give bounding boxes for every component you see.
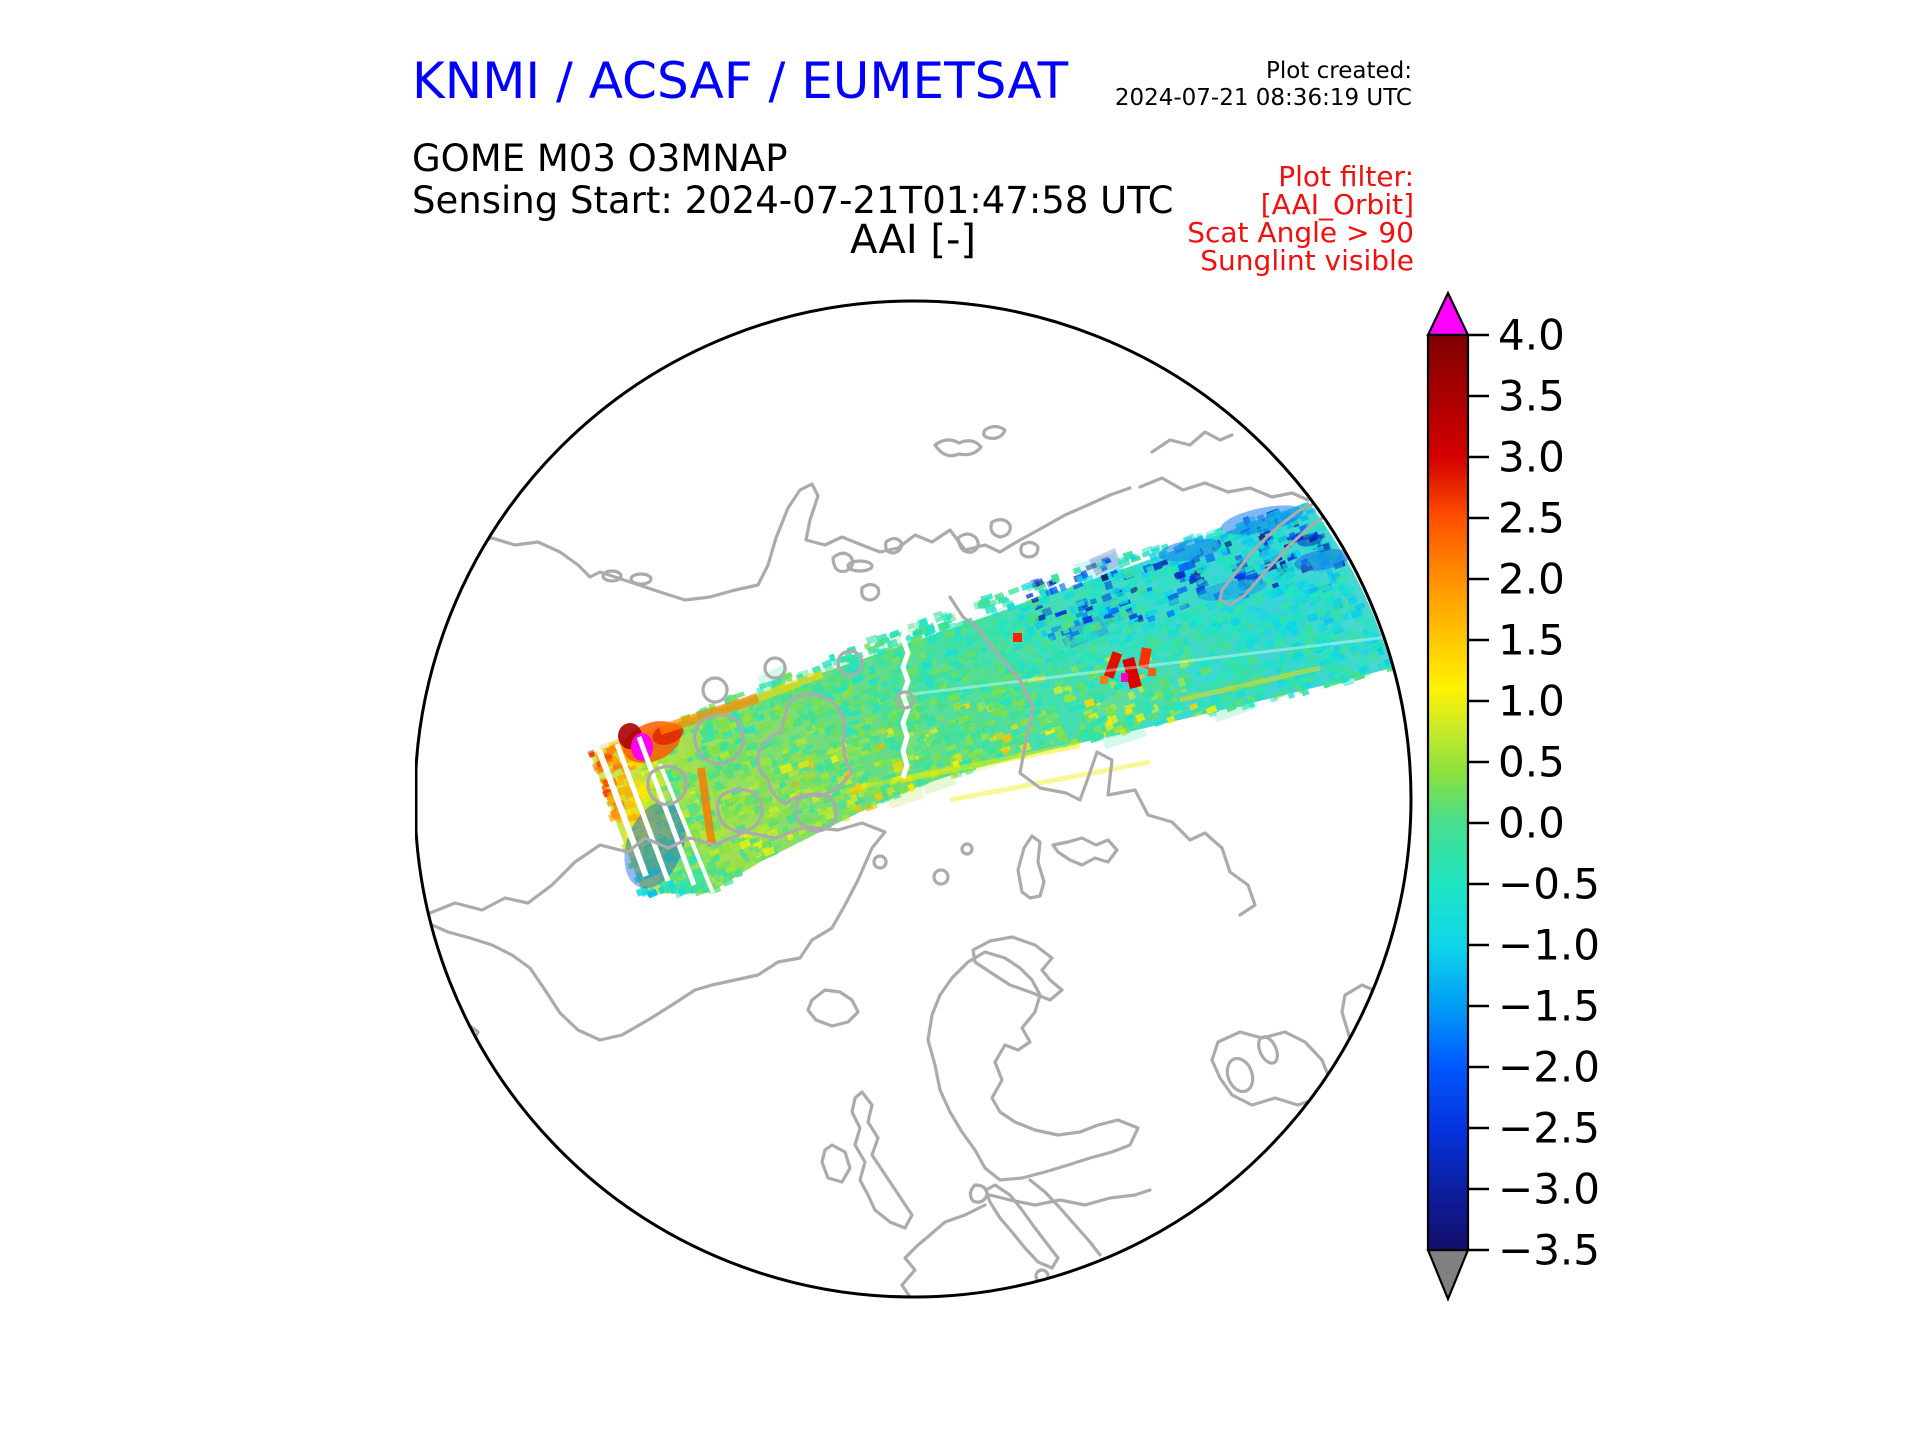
colorbar-tick-label: −1.5: [1498, 981, 1600, 1031]
plot-created-label: Plot created:: [1265, 58, 1412, 84]
colorbar-tick-label: 2.5: [1498, 493, 1565, 543]
plot-created-timestamp: 2024-07-21 08:36:19 UTC: [1114, 85, 1412, 111]
colorbar-tick-label: 0.5: [1498, 737, 1565, 787]
colorbar-over-arrow: [1428, 293, 1468, 335]
colorbar-under-arrow: [1428, 1250, 1468, 1299]
colorbar-tick-label: −2.0: [1498, 1042, 1600, 1092]
plot-filter-label: Plot filter:: [1278, 160, 1414, 193]
colorbar: [1428, 293, 1600, 1299]
plot-filter-line: Scat Angle > 90: [1187, 216, 1414, 249]
plot-filter-line: [AAI_Orbit]: [1260, 188, 1414, 221]
colorbar-tick-label: −0.5: [1498, 859, 1600, 909]
colorbar-ticks: [1468, 311, 1600, 1275]
agency-title: KNMI / ACSAF / EUMETSAT: [412, 52, 1069, 110]
colorbar-tick-label: 4.0: [1498, 310, 1565, 360]
colorbar-gradient-bar: [1428, 335, 1468, 1250]
colorbar-tick-label: 0.0: [1498, 798, 1565, 848]
colorbar-tick-label: −3.0: [1498, 1164, 1600, 1214]
product-name: GOME M03 O3MNAP: [412, 137, 788, 180]
map-title: AAI [-]: [850, 217, 976, 263]
colorbar-tick-label: 1.5: [1498, 615, 1565, 665]
colorbar-tick-label: 1.0: [1498, 676, 1565, 726]
colorbar-tick-label: −1.0: [1498, 920, 1600, 970]
colorbar-tick-label: 3.0: [1498, 432, 1565, 482]
map-area: [415, 301, 1411, 1335]
colorbar-tick-label: −3.5: [1498, 1225, 1600, 1275]
colorbar-tick-label: 2.0: [1498, 554, 1565, 604]
plot-filter-line: Sunglint visible: [1200, 244, 1414, 277]
colorbar-tick-label: −2.5: [1498, 1103, 1600, 1153]
sensing-start: Sensing Start: 2024-07-21T01:47:58 UTC: [412, 179, 1174, 222]
colorbar-tick-label: 3.5: [1498, 371, 1565, 421]
